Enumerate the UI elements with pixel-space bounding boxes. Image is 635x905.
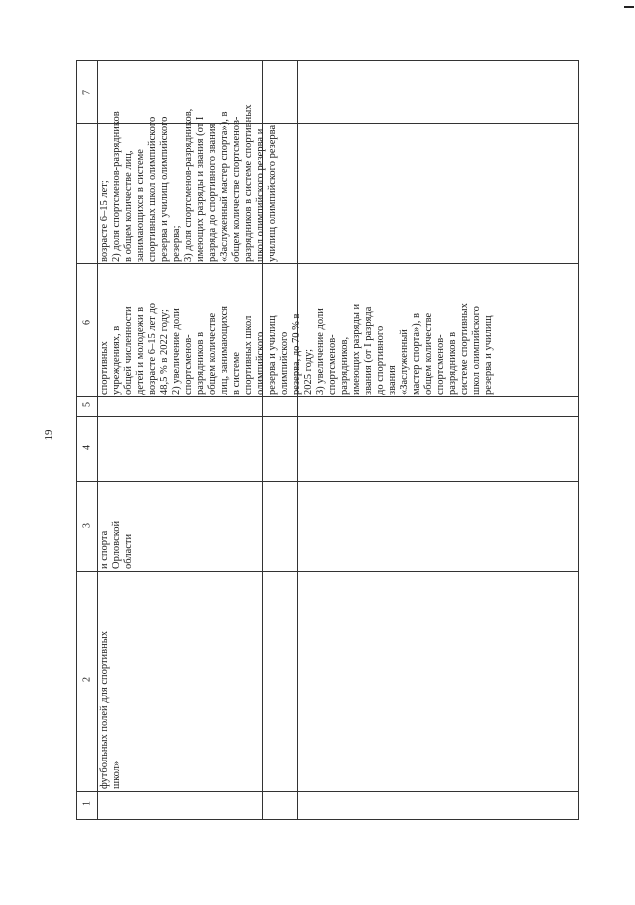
text-line: олимпийского [279,331,290,395]
text-line: школ» [111,760,122,789]
text-line: разрядников, [339,336,350,395]
text-line: мастер спорта»), в [411,313,422,395]
scan-mark [624,6,634,8]
text-line: Орловской [111,520,122,569]
col2-text [99,631,123,789]
text-line: резерва и училищ [267,315,278,395]
header-col-7: 7 [81,90,93,95]
text-line: футбольных полей для спортивных [99,630,110,789]
text-line: до спортивного [375,325,386,395]
text-line: 2) увеличение доли [171,308,182,395]
text-line: олимпийского [255,331,266,395]
row-divider [77,396,578,397]
text-line: спортсменов- [327,334,338,395]
text-line: в системе [231,351,242,395]
text-line: звания (от I разряда [363,306,374,395]
text-line: разрядников в [447,331,458,395]
text-line: общем количестве [423,312,434,395]
text-line: спортсменов- [435,334,446,395]
text-line: 3) доля спортсменов-разрядников, [183,108,194,262]
text-line: разряда до спортивного звания [207,123,218,262]
col6-text [99,303,495,395]
text-line: резерва и училищ олимпийского [159,116,170,262]
text-line: резерва, до 70 % в [291,313,302,395]
text-line: общей численности [123,306,134,395]
page-number: 19 [43,429,55,441]
data-table [76,60,579,820]
text-line: 48,5 % в 2022 году; [159,309,170,395]
text-line: спортивных [99,341,110,395]
text-line: лиц, занимающихся [219,306,230,395]
text-line: спортивных школ [243,315,254,395]
text-line: занимающихся в системе [135,149,146,262]
row-divider [77,791,578,792]
row-divider [77,416,578,417]
text-line: имеющих разряды и [351,303,362,395]
row-divider [77,571,578,572]
cell-col-3 [99,483,149,569]
text-line: спортивных школ олимпийского [147,116,158,262]
header-col-4: 4 [81,445,93,450]
text-line: учреждениях, в [111,325,122,395]
cell-col-2 [99,573,139,789]
text-line: возрасте 6–15 лет; [99,180,110,262]
text-line: имеющих разряды и звания (от I [195,116,206,262]
column-divider [97,61,98,819]
text-line: резерва и училищ [483,315,494,395]
cell-col-7 [99,62,299,262]
text-line: звания [387,365,398,395]
text-line: детей и молодежи в [135,306,146,395]
header-col-2: 2 [81,677,93,682]
text-line: «Заслуженный мастер спорта»), в [219,111,230,262]
row-divider [77,263,578,264]
header-col-6: 6 [81,320,93,325]
text-line: училищ олимпийского резерва [267,124,278,262]
text-line: возрасте 6–15 лет до [147,302,158,395]
header-col-5: 5 [81,402,93,407]
text-line: области [123,533,134,569]
text-line: 2025 году; [303,349,314,395]
text-line: 3) увеличение доли [315,308,326,395]
header-col-3: 3 [81,523,93,528]
text-line: спортсменов- [183,334,194,395]
text-line: школ олимпийского резерва и [255,128,266,262]
text-line: системе спортивных [459,303,470,395]
text-line: и спорта [99,530,110,569]
text-line: «Заслуженный [399,329,410,395]
text-line: разрядников в [195,331,206,395]
col7-text [99,104,279,262]
text-line: резерва; [171,225,182,262]
text-line: разрядников в системе спортивных [243,104,254,262]
header-col-1: 1 [81,801,93,806]
text-line: общем количестве [207,312,218,395]
text-line: общем количестве спортсменов- [231,116,242,262]
text-line: 2) доля спортсменов-разрядников [111,111,122,262]
text-line: в общем количестве лиц, [123,150,134,262]
row-divider [77,481,578,482]
col3-text [99,521,135,569]
cell-col-6 [99,265,499,395]
text-line: школ олимпийского [471,306,482,395]
